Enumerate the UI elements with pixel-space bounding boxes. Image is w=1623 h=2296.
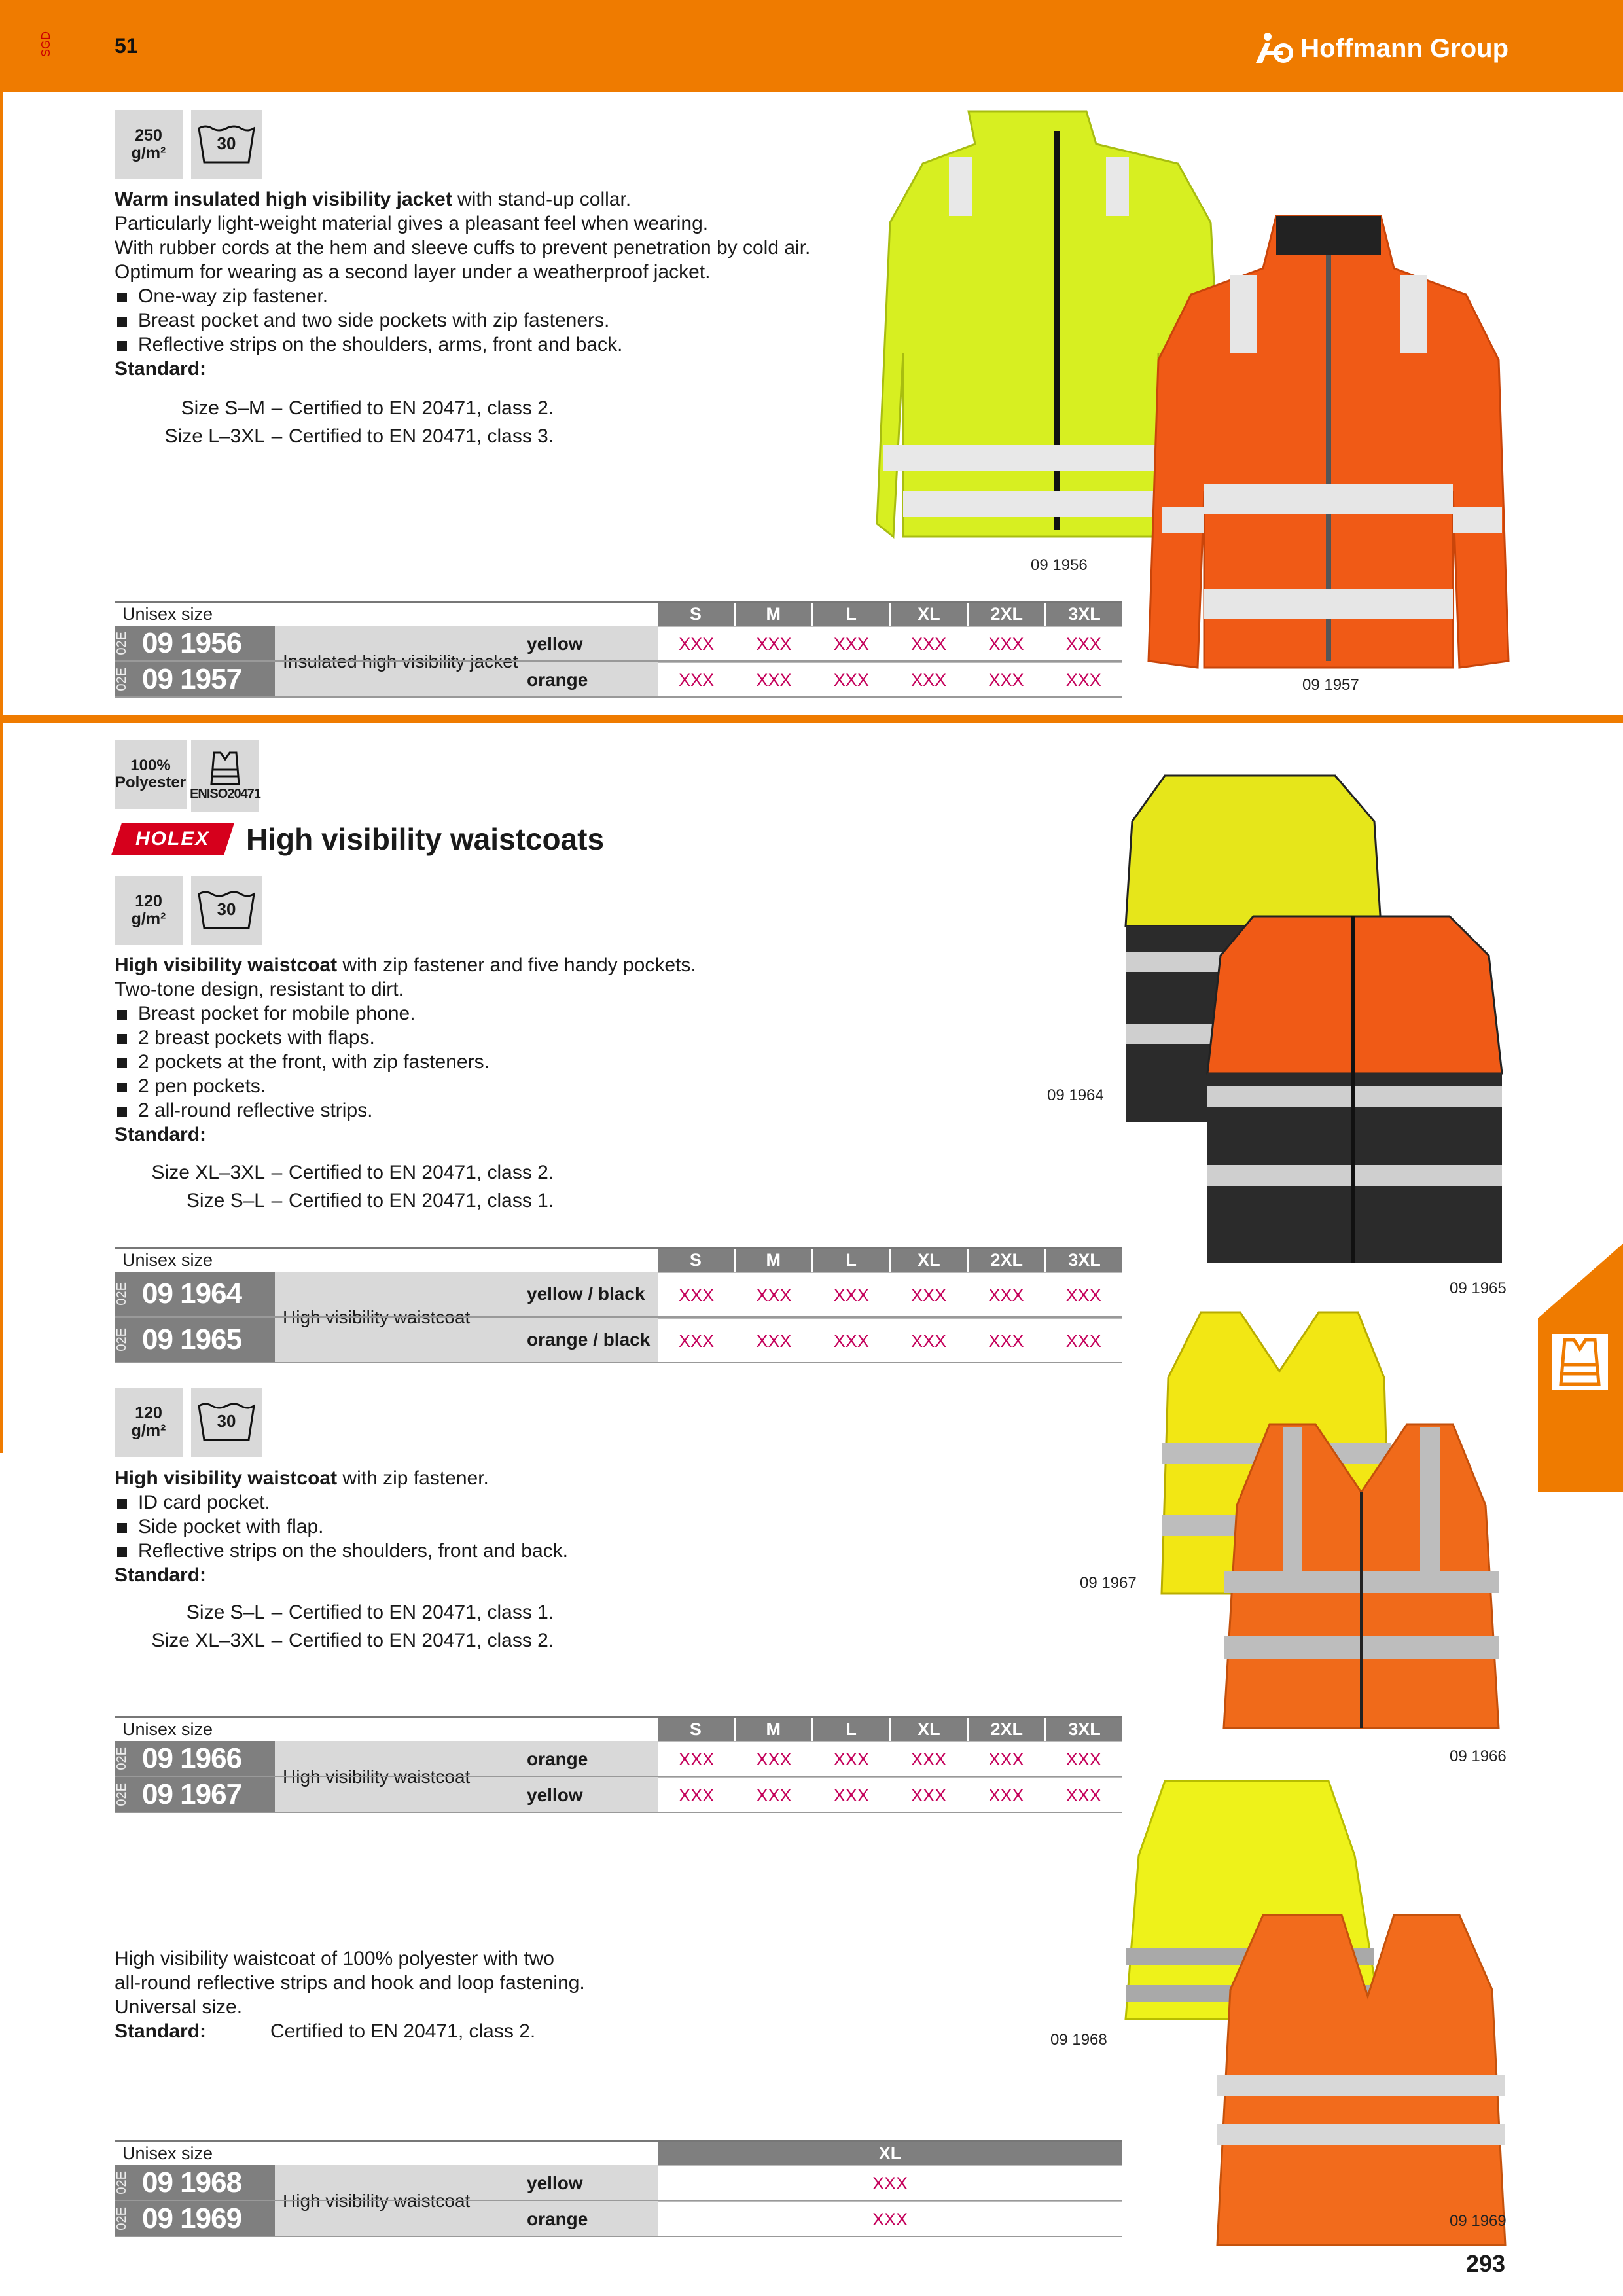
table-row: 02E 09 1969 orange XXX	[115, 2201, 1122, 2237]
list-item: Breast pocket for mobile phone.	[115, 1001, 900, 1026]
section-title: High visibility waistcoats	[246, 822, 605, 856]
wash-symbol: 30	[191, 1388, 262, 1457]
list-item: 2 pockets at the front, with zip fasteners.	[115, 1050, 900, 1074]
waistcoat-standards: Size XL–3XL – Certified to EN 20471, class 2. Size S–L – Certified to EN 20471, class 1.	[151, 1162, 554, 1211]
waistcoat-2-description: High visibility waistcoat with zip fastener. ID card pocket. Side pocket with flap. Reflective strips on the shoulders, front and back. Standard:	[115, 1466, 900, 1587]
material-weight-badge: 120 g/m²	[115, 876, 183, 945]
list-item: One-way zip fastener.	[115, 284, 900, 308]
image-caption: 09 1956	[1031, 556, 1088, 574]
basic-waistcoat-description: High visibility waistcoat of 100% polyester with two all-round reflective strips and hook and loop fastening. Universal size.	[115, 1948, 585, 2018]
certification-badge: ENISO20471	[191, 740, 259, 812]
table-row: 02E 09 1957 orange XXX XXX XXX XXX XXX XXX	[115, 662, 1122, 698]
brand-logo	[1253, 31, 1508, 65]
basic-waistcoat-table: Unisex size XL High visibility waistcoat 02E 09 1968 yellow XXX 02E 09 1969 orange XXX	[115, 2140, 1122, 2237]
holex-logo: HOLEX	[111, 823, 234, 855]
waistcoat-2-standards: Size S–L – Certified to EN 20471, class 1. Size XL–3XL – Certified to EN 20471, class 2.	[151, 1602, 554, 1651]
table-row: 02E 09 1966 orange XXX XXX XXX XXX XXX XXX	[115, 1741, 1122, 1777]
vest-icon	[1557, 1337, 1603, 1387]
wash-symbol: 30	[191, 110, 262, 179]
list-item: Side pocket with flap.	[115, 1515, 900, 1539]
table-row: 02E 09 1964 yellow / black XXX XXX XXX XXX XXX XXX	[115, 1272, 1122, 1318]
waistcoat-description: High visibility waistcoat with zip fastener and five handy pockets. Two-tone design, resistant to dirt. Breast pocket for mobile phone. 2 breast pockets with flaps. 2 pockets at the front, with zip fasteners. 2 pen pockets. 2 all-round reflective strips. Standard:	[115, 953, 900, 1147]
category-tab-icon	[1550, 1332, 1610, 1392]
orange-waistcoat-image	[1217, 1420, 1505, 1734]
material-weight-badge: 250 g/m²	[115, 110, 183, 179]
brand-name: Hoffmann Group	[1300, 33, 1508, 63]
footer-page-number: 293	[1465, 2250, 1505, 2277]
image-caption: 09 1964	[1047, 1086, 1104, 1104]
section-divider	[0, 715, 1623, 723]
wash-symbol: 30	[191, 876, 262, 945]
image-caption: 09 1968	[1050, 2031, 1107, 2049]
hoffmann-logo-icon	[1253, 31, 1294, 65]
orange-black-waistcoat-image	[1201, 910, 1508, 1263]
jacket-standards: Size S–M – Certified to EN 20471, class 2. Size L–3XL – Certified to EN 20471, class 3.	[164, 397, 554, 447]
waistcoat-size-table-2: Unisex size S M L XL 2XL 3XL High visibility waistcoat 02E 09 1966 orange XXX XXX XXX XXX XXX XXX 02E 09 1967 yellow XXX XXX XXX XXX XXX XXX	[115, 1716, 1122, 1813]
image-caption: 09 1967	[1080, 1574, 1137, 1592]
image-caption: 09 1957	[1302, 676, 1359, 694]
jacket-description: Warm insulated high visibility jacket with stand-up collar. Particularly light-weight material gives a pleasant feel when wearing. With rubber cords at the hem and sleeve cuffs to prevent penetration by cold air. Optimum for wearing as a second layer under a weatherproof jacket. One-way zip fastener. Breast pocket and two side pockets with zip fasteners. Reflective strips on the shoulders, arms, front and back. Standard:	[115, 187, 900, 381]
table-row: 02E 09 1956 yellow XXX XXX XXX XXX XXX XXX	[115, 626, 1122, 662]
orange-jacket-image	[1145, 216, 1512, 681]
header-page-number: 51	[115, 34, 138, 58]
list-item: 2 breast pockets with flaps.	[115, 1026, 900, 1050]
orange-simple-waistcoat-image	[1211, 1911, 1512, 2251]
image-caption: 09 1965	[1450, 1280, 1507, 1297]
image-caption: 09 1966	[1450, 1748, 1507, 1765]
hivis-vest-icon	[209, 750, 241, 787]
list-item: Reflective strips on the shoulders, front and back.	[115, 1539, 900, 1563]
table-row: 02E 09 1965 orange / black XXX XXX XXX XXX XXX XXX	[115, 1318, 1122, 1363]
side-code: SGD	[39, 31, 52, 58]
material-badge: 100% Polyester	[115, 740, 187, 809]
list-item: Reflective strips on the shoulders, arms, front and back.	[115, 332, 900, 357]
list-item: 2 all-round reflective strips.	[115, 1098, 900, 1122]
list-item: Breast pocket and two side pockets with zip fasteners.	[115, 308, 900, 332]
list-item: 2 pen pockets.	[115, 1074, 900, 1098]
waistcoat-size-table-1: Unisex size S M L XL 2XL 3XL High visibility waistcoat 02E 09 1964 yellow / black XXX XXX XXX XXX XXX XXX 02E 09 1965 orange / black XXX XXX XXX XXX XXX XXX	[115, 1247, 1122, 1363]
list-item: ID card pocket.	[115, 1490, 900, 1515]
table-row: 02E 09 1968 yellow XXX	[115, 2165, 1122, 2201]
table-row: 02E 09 1967 yellow XXX XXX XXX XXX XXX XXX	[115, 1777, 1122, 1813]
section-title-row	[116, 821, 604, 857]
jacket-size-table: Unisex size S M L XL 2XL 3XL Insulated high visibility jacket 02E 09 1956 yellow XXX XXX XXX XXX XXX XXX 02E 09 1957 orange XXX XXX XXX XXX XXX XXX	[115, 601, 1122, 698]
basic-waistcoat-standard: Standard: Certified to EN 20471, class 2.	[115, 2020, 536, 2042]
image-caption: 09 1969	[1450, 2212, 1507, 2230]
material-weight-badge: 120 g/m²	[115, 1388, 183, 1457]
left-accent-strip	[0, 92, 3, 1453]
